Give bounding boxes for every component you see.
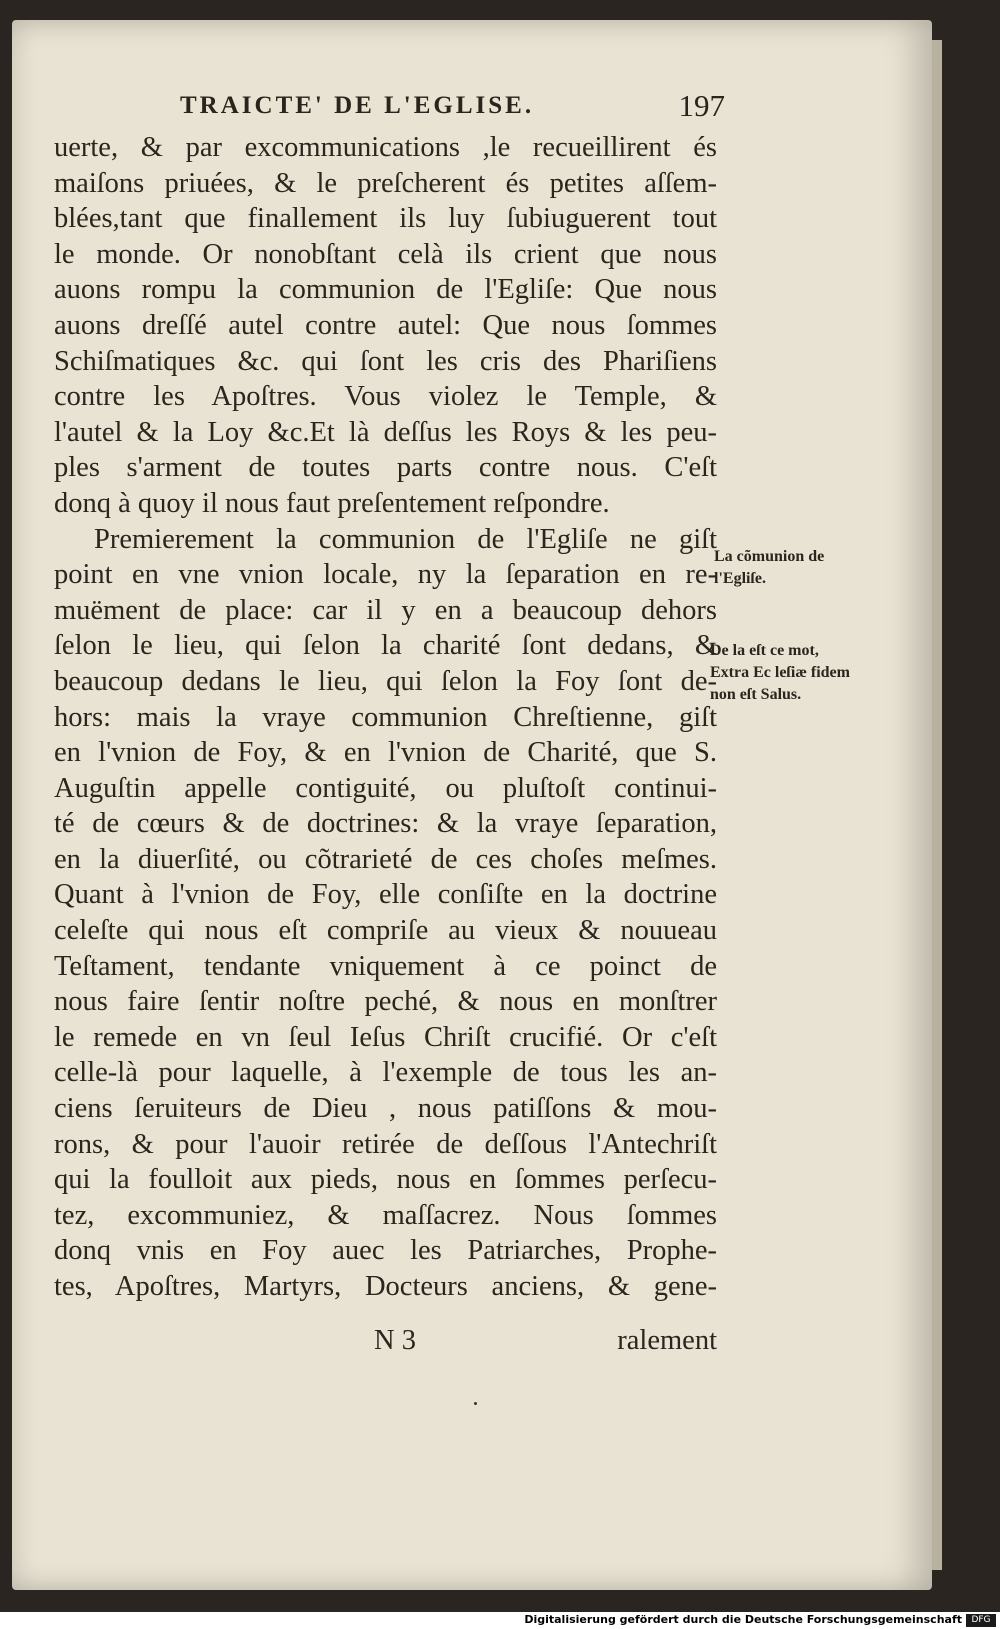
- text-line: en l'vnion de Foy, & en l'vnion de Charité, que S.: [54, 737, 717, 769]
- text-line: rons, & pour l'auoir retirée de deſſous l'Antechriſt: [54, 1128, 717, 1160]
- dfg-logo: DFG: [966, 1614, 996, 1627]
- text-line: l'autel & la Loy &c.Et là deſſus les Roys & les peu-: [54, 416, 717, 448]
- page-header: [180, 88, 725, 128]
- text-line: le remede en vn ſeul Ieſus Chriſt crucifié. Or c'eſt: [54, 1021, 717, 1053]
- text-line: nous faire ſentir noſtre peché, & nous en monſtrer: [54, 986, 717, 1018]
- text-line: Premierement la communion de l'Egliſe ne giſt: [94, 523, 717, 555]
- margin-note-extra-ecclesiam: De la eſt ce mot, Extra Ec leſiæ fidem non eſt Salus.: [710, 642, 850, 703]
- text-line: tez, excommuniez, & maſſacrez. Nous ſommes: [54, 1199, 717, 1231]
- text-line: té de cœurs & de doctrines: & la vraye ſeparation,: [54, 808, 717, 840]
- text-line: Quant à l'vnion de Foy, elle conſiſte en la doctrine: [54, 879, 717, 911]
- text-line: contre les Apoſtres. Vous violez le Temple, &: [54, 381, 717, 413]
- text-line: Teſtament, tendante vniquement à ce poinct de: [54, 950, 717, 982]
- text-line: le monde. Or nonobſtant celà ils crient que nous: [54, 238, 717, 270]
- catchword: ralement: [617, 1325, 717, 1356]
- page-edge: [932, 40, 942, 1570]
- text-line: uerte, & par excommunications ,le recueillirent és: [54, 132, 717, 163]
- digitization-footer: [0, 1612, 1000, 1629]
- text-line: beaucoup dedans le lieu, qui ſelon la Foy ſont de-: [54, 665, 717, 697]
- running-title: TRAICTE' DE L'EGLISE.: [180, 92, 535, 119]
- funding-credit: Digitalisierung gefördert durch die Deutsche Forschungsgemeinschaft: [524, 1613, 962, 1626]
- text-line: ſelon le lieu, qui ſelon la charité ſont dedans, &: [54, 630, 717, 662]
- text-line: tes, Apoſtres, Martyrs, Docteurs anciens, & gene-: [54, 1271, 717, 1302]
- text-line: Schiſmatiques &c. qui ſont les cris des Phariſiens: [54, 345, 717, 377]
- text-line: maiſons priuées, & le preſcherent és petites aſſem-: [54, 167, 717, 199]
- text-line: blées,tant que finallement ils luy ſubiuguerent tout: [54, 203, 717, 235]
- text-line: qui la foulloit aux pieds, nous en ſommes perſecu-: [54, 1164, 717, 1196]
- text-line: muëment de place: car il y en a beaucoup dehors: [54, 594, 717, 626]
- page-number: 197: [678, 88, 725, 123]
- body-text: [54, 130, 717, 1305]
- text-line: Auguſtin appelle contiguité, ou pluſtoſt continui-: [54, 772, 717, 804]
- margin-note-communion: La cõmunion de l'Egliſe.: [714, 548, 825, 587]
- text-line: point en vne vnion locale, ny la ſeparation en re-: [54, 559, 717, 591]
- paper-speck: [474, 1402, 477, 1405]
- text-line: hors: mais la vraye communion Chreſtienne, giſt: [54, 701, 717, 733]
- text-line: donq vnis en Foy auec les Patriarches, Prophe-: [54, 1235, 717, 1267]
- text-line: celle-là pour laquelle, à l'exemple de tous les an-: [54, 1057, 717, 1089]
- signature-mark: N 3: [374, 1325, 416, 1356]
- text-line: auons dreſſé autel contre autel: Que nous ſommes: [54, 309, 717, 341]
- text-line: ples s'arment de toutes parts contre nous. C'eſt: [54, 452, 717, 484]
- text-line: auons rompu la communion de l'Egliſe: Que nous: [54, 274, 717, 306]
- text-line: ciens ſeruiteurs de Dieu , nous patiſſons & mou-: [54, 1093, 717, 1125]
- page-footer-line: [54, 1325, 717, 1365]
- text-line: en la diuerſité, ou cõtrarieté de ces choſes meſmes.: [54, 843, 717, 875]
- text-line: donq à quoy il nous faut preſentement reſpondre.: [54, 487, 610, 519]
- text-line: celeſte qui nous eſt compriſe au vieux & nouueau: [54, 915, 717, 947]
